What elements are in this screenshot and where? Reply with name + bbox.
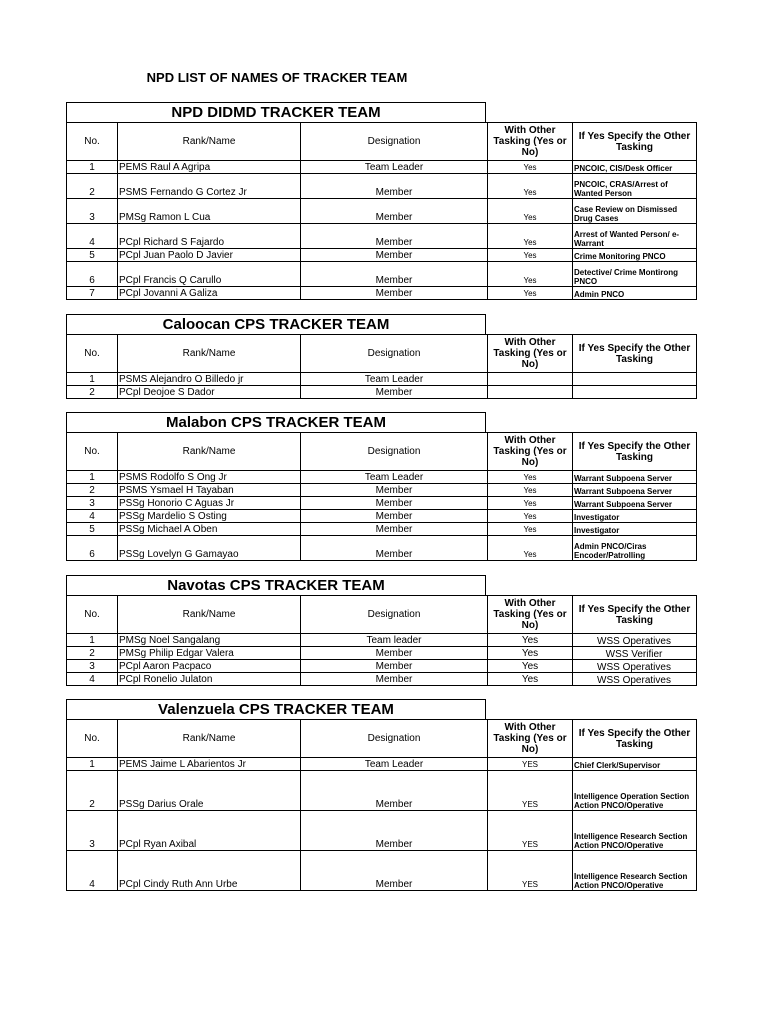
cell-rank-name: PSSg Darius Orale [118,771,301,811]
header-rank-name: Rank/Name [118,596,301,634]
table-row [67,758,697,771]
cell-designation: Member [301,851,488,891]
tracker-table [66,122,697,300]
cell-other-tasking: Detective/ Crime Montirong PNCO [573,262,697,287]
table-row [67,634,697,647]
cell-rank-name: PMSg Ramon L Cua [118,199,301,224]
cell-rank-name: PEMS Raul A Agripa [118,161,301,174]
tracker-table [66,334,697,399]
cell-with-other-tasking: Yes [488,634,573,647]
page-title: NPD LIST OF NAMES OF TRACKER TEAM [146,70,408,85]
section-0 [66,102,696,300]
section-title: Caloocan CPS TRACKER TEAM [66,314,486,334]
table-row [67,851,697,891]
cell-other-tasking: Admin PNCO/Ciras Encoder/Patrolling [573,536,697,561]
cell-other-tasking: Chief Clerk/Supervisor [573,758,697,771]
cell-no: 2 [67,771,118,811]
cell-designation: Member [301,660,488,673]
table-row [67,224,697,249]
cell-other-tasking: Intelligence Research Section Action PNCO/Operative [573,811,697,851]
cell-designation: Team Leader [301,161,488,174]
cell-other-tasking: PNCOIC, CRAS/Arrest of Wanted Person [573,174,697,199]
table-header-row [67,123,697,161]
cell-designation: Member [301,497,488,510]
cell-no: 2 [67,174,118,199]
cell-rank-name: PCpl Juan Paolo D Javier [118,249,301,262]
cell-designation: Member [301,174,488,199]
cell-designation: Member [301,224,488,249]
cell-no: 6 [67,262,118,287]
cell-other-tasking: Intelligence Operation Section Action PNCO/Operative [573,771,697,811]
cell-other-tasking: PNCOIC, CIS/Desk Officer [573,161,697,174]
cell-no: 1 [67,471,118,484]
table-row [67,811,697,851]
cell-with-other-tasking: YES [488,771,573,811]
section-title: Navotas CPS TRACKER TEAM [66,575,486,595]
table-row [67,373,697,386]
cell-other-tasking: WSS Verifier [573,647,697,660]
header-with-other-tasking: With Other Tasking (Yes or No) [488,433,573,471]
cell-with-other-tasking: Yes [488,497,573,510]
cell-designation: Member [301,647,488,660]
header-rank-name: Rank/Name [118,720,301,758]
cell-with-other-tasking: Yes [488,249,573,262]
header-with-other-tasking: With Other Tasking (Yes or No) [488,123,573,161]
cell-with-other-tasking: Yes [488,536,573,561]
cell-designation: Team Leader [301,471,488,484]
cell-no: 6 [67,536,118,561]
cell-rank-name: PSSg Mardelio S Osting [118,510,301,523]
cell-no: 3 [67,811,118,851]
cell-designation: Member [301,262,488,287]
table-header-row [67,335,697,373]
cell-with-other-tasking: Yes [488,484,573,497]
cell-other-tasking: Admin PNCO [573,287,697,300]
cell-with-other-tasking: Yes [488,673,573,686]
header-specify-other-tasking: If Yes Specify the Other Tasking [573,335,697,373]
table-row [67,510,697,523]
header-no: No. [67,335,118,373]
section-4 [66,699,696,891]
cell-no: 2 [67,484,118,497]
cell-with-other-tasking: Yes [488,287,573,300]
table-row [67,536,697,561]
tracker-table [66,719,697,891]
cell-with-other-tasking: Yes [488,510,573,523]
cell-rank-name: PEMS Jaime L Abarientos Jr [118,758,301,771]
cell-with-other-tasking [488,386,573,399]
cell-rank-name: PCpl Cindy Ruth Ann Urbe [118,851,301,891]
header-designation: Designation [301,123,488,161]
cell-with-other-tasking: YES [488,811,573,851]
table-header-row [67,720,697,758]
table-row [67,484,697,497]
cell-designation: Team Leader [301,373,488,386]
cell-no: 1 [67,758,118,771]
section-title: Valenzuela CPS TRACKER TEAM [66,699,486,719]
cell-rank-name: PSMS Alejandro O Billedo jr [118,373,301,386]
cell-no: 1 [67,161,118,174]
cell-other-tasking: Investigator [573,523,697,536]
header-designation: Designation [301,596,488,634]
cell-no: 5 [67,249,118,262]
cell-designation: Team Leader [301,758,488,771]
header-no: No. [67,433,118,471]
cell-rank-name: PSMS Fernando G Cortez Jr [118,174,301,199]
cell-rank-name: PCpl Richard S Fajardo [118,224,301,249]
cell-no: 2 [67,386,118,399]
cell-with-other-tasking: Yes [488,161,573,174]
cell-designation: Member [301,523,488,536]
cell-with-other-tasking: YES [488,851,573,891]
table-row [67,660,697,673]
cell-no: 1 [67,373,118,386]
header-no: No. [67,720,118,758]
cell-with-other-tasking: Yes [488,647,573,660]
section-2 [66,412,696,561]
header-specify-other-tasking: If Yes Specify the Other Tasking [573,433,697,471]
cell-with-other-tasking: Yes [488,262,573,287]
cell-rank-name: PCpl Ryan Axibal [118,811,301,851]
cell-other-tasking: WSS Operatives [573,673,697,686]
table-row [67,249,697,262]
cell-no: 4 [67,673,118,686]
cell-designation: Member [301,484,488,497]
header-specify-other-tasking: If Yes Specify the Other Tasking [573,123,697,161]
table-row [67,161,697,174]
cell-rank-name: PSSg Lovelyn G Gamayao [118,536,301,561]
cell-no: 2 [67,647,118,660]
cell-no: 4 [67,851,118,891]
table-row [67,174,697,199]
cell-rank-name: PCpl Aaron Pacpaco [118,660,301,673]
header-no: No. [67,596,118,634]
cell-no: 3 [67,199,118,224]
cell-no: 4 [67,224,118,249]
table-row [67,647,697,660]
table-row [67,199,697,224]
cell-rank-name: PSMS Ysmael H Tayaban [118,484,301,497]
cell-no: 5 [67,523,118,536]
table-header-row [67,596,697,634]
cell-rank-name: PSSg Honorio C Aguas Jr [118,497,301,510]
header-with-other-tasking: With Other Tasking (Yes or No) [488,596,573,634]
cell-rank-name: PSMS Rodolfo S Ong Jr [118,471,301,484]
header-with-other-tasking: With Other Tasking (Yes or No) [488,720,573,758]
cell-no: 3 [67,660,118,673]
cell-rank-name: PMSg Philip Edgar Valera [118,647,301,660]
header-designation: Designation [301,335,488,373]
table-row [67,523,697,536]
cell-with-other-tasking [488,373,573,386]
cell-designation: Member [301,771,488,811]
cell-designation: Member [301,510,488,523]
cell-with-other-tasking: Yes [488,471,573,484]
cell-rank-name: PCpl Ronelio Julaton [118,673,301,686]
cell-designation: Team leader [301,634,488,647]
cell-with-other-tasking: Yes [488,224,573,249]
cell-designation: Member [301,386,488,399]
cell-with-other-tasking: YES [488,758,573,771]
cell-other-tasking: Warrant Subpoena Server [573,497,697,510]
cell-designation: Member [301,249,488,262]
cell-other-tasking [573,373,697,386]
tracker-table [66,595,697,686]
cell-no: 4 [67,510,118,523]
cell-other-tasking: Investigator [573,510,697,523]
cell-designation: Member [301,673,488,686]
cell-no: 1 [67,634,118,647]
table-row [67,497,697,510]
header-specify-other-tasking: If Yes Specify the Other Tasking [573,596,697,634]
cell-rank-name: PCpl Deojoe S Dador [118,386,301,399]
header-no: No. [67,123,118,161]
cell-rank-name: PMSg Noel Sangalang [118,634,301,647]
cell-other-tasking: WSS Operatives [573,634,697,647]
section-1 [66,314,696,399]
cell-rank-name: PSSg Michael A Oben [118,523,301,536]
table-row [67,471,697,484]
cell-with-other-tasking: Yes [488,199,573,224]
table-header-row [67,433,697,471]
header-with-other-tasking: With Other Tasking (Yes or No) [488,335,573,373]
cell-designation: Member [301,536,488,561]
cell-with-other-tasking: Yes [488,660,573,673]
cell-other-tasking: Intelligence Research Section Action PNCO/Operative [573,851,697,891]
cell-with-other-tasking: Yes [488,523,573,536]
header-rank-name: Rank/Name [118,123,301,161]
table-row [67,262,697,287]
cell-with-other-tasking: Yes [488,174,573,199]
cell-rank-name: PCpl Jovanni A Galiza [118,287,301,300]
header-rank-name: Rank/Name [118,433,301,471]
cell-other-tasking: WSS Operatives [573,660,697,673]
cell-designation: Member [301,287,488,300]
cell-other-tasking: Warrant Subpoena Server [573,484,697,497]
cell-other-tasking [573,386,697,399]
tracker-table [66,432,697,561]
cell-no: 3 [67,497,118,510]
header-designation: Designation [301,433,488,471]
header-designation: Designation [301,720,488,758]
cell-other-tasking: Warrant Subpoena Server [573,471,697,484]
table-row [67,771,697,811]
section-title: NPD DIDMD TRACKER TEAM [66,102,486,122]
section-title: Malabon CPS TRACKER TEAM [66,412,486,432]
header-specify-other-tasking: If Yes Specify the Other Tasking [573,720,697,758]
cell-other-tasking: Case Review on Dismissed Drug Cases [573,199,697,224]
table-row [67,673,697,686]
header-rank-name: Rank/Name [118,335,301,373]
cell-designation: Member [301,199,488,224]
cell-other-tasking: Crime Monitoring PNCO [573,249,697,262]
cell-designation: Member [301,811,488,851]
table-row [67,386,697,399]
cell-other-tasking: Arrest of Wanted Person/ e-Warrant [573,224,697,249]
cell-rank-name: PCpl Francis Q Carullo [118,262,301,287]
section-3 [66,575,696,686]
cell-no: 7 [67,287,118,300]
table-row [67,287,697,300]
